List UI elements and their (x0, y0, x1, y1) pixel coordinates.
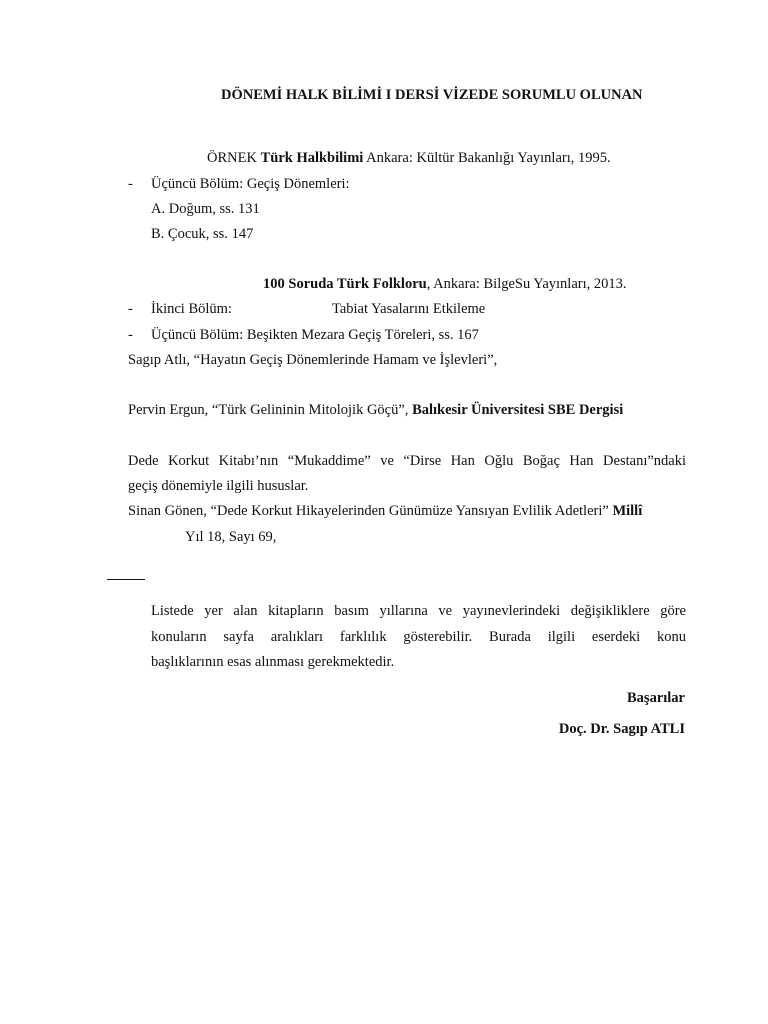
article3-citation (128, 502, 642, 520)
book1-bullet: - (128, 176, 133, 192)
book1-citation (207, 149, 611, 167)
book2-bullet-2: - (128, 327, 133, 343)
book1-item-a: A. Doğum, ss. 131 (151, 201, 260, 217)
book2-publisher: , Ankara: BilgeSu Yayınları, 2013. (426, 276, 627, 292)
footnote-rule (107, 579, 145, 580)
book1-item-b: B. Çocuk, ss. 147 (151, 226, 254, 242)
book2-title: 100 Soruda Türk Folkloru (263, 276, 427, 292)
book2-section1-title: Tabiat Yasalarını Etkileme (332, 301, 486, 317)
note-line3: başlıklarının esas alınması gerekmektedir. (151, 654, 395, 670)
note-line2: konuların sayfa aralıkları farklılık gösterebilir. Burada ilgili eserdeki konu (151, 629, 686, 645)
article2-journal: Balıkesir Üniversitesi SBE Dergisi (412, 402, 624, 418)
book1-title: Türk Halkbilimi (260, 150, 364, 166)
book2-section2: Üçüncü Bölüm: Beşikten Mezara Geçiş Töreleri, ss. 167 (151, 327, 479, 343)
book1-prefix: ÖRNEK (207, 150, 261, 166)
article2-citation (128, 401, 623, 419)
book2-bullet-1: - (128, 301, 133, 317)
note-line1: Listede yer alan kitapların basım yıllarına ve yayınevlerindeki değişikliklere göre (151, 603, 686, 619)
article3-issue: Yıl 18, Sayı 69, (185, 529, 277, 545)
book1-publisher: Ankara: Kültür Bakanlığı Yayınları, 1995. (363, 150, 611, 166)
dede-korkut-line2: geçiş dönemiyle ilgili hususlar. (128, 478, 309, 494)
dede-korkut-line1: Dede Korkut Kitabı’nın “Mukaddime” ve “Dirse Han Oğlu Boğaç Han Destanı”ndaki (128, 453, 686, 469)
closing-text: Başarılar (627, 690, 685, 706)
article2-text: Pervin Ergun, “Türk Gelininin Mitolojik Göçü”, (128, 402, 413, 418)
book1-section: Üçüncü Bölüm: Geçiş Dönemleri: (151, 176, 350, 192)
book2-section1-label: İkinci Bölüm: (151, 301, 232, 317)
document-title: DÖNEMİ HALK BİLİMİ I DERSİ VİZEDE SORUMLU OLUNAN (221, 87, 643, 103)
book2-citation (263, 275, 627, 293)
signature: Doç. Dr. Sagıp ATLI (558, 721, 685, 737)
article1-citation: Sagıp Atlı, “Hayatın Geçiş Dönemlerinde Hamam ve İşlevleri”, (128, 352, 498, 368)
article3-text: Sinan Gönen, “Dede Korkut Hikayelerinden Günümüze Yansıyan Evlilik Adetleri” (128, 503, 613, 519)
article3-journal: Millî (612, 503, 643, 519)
